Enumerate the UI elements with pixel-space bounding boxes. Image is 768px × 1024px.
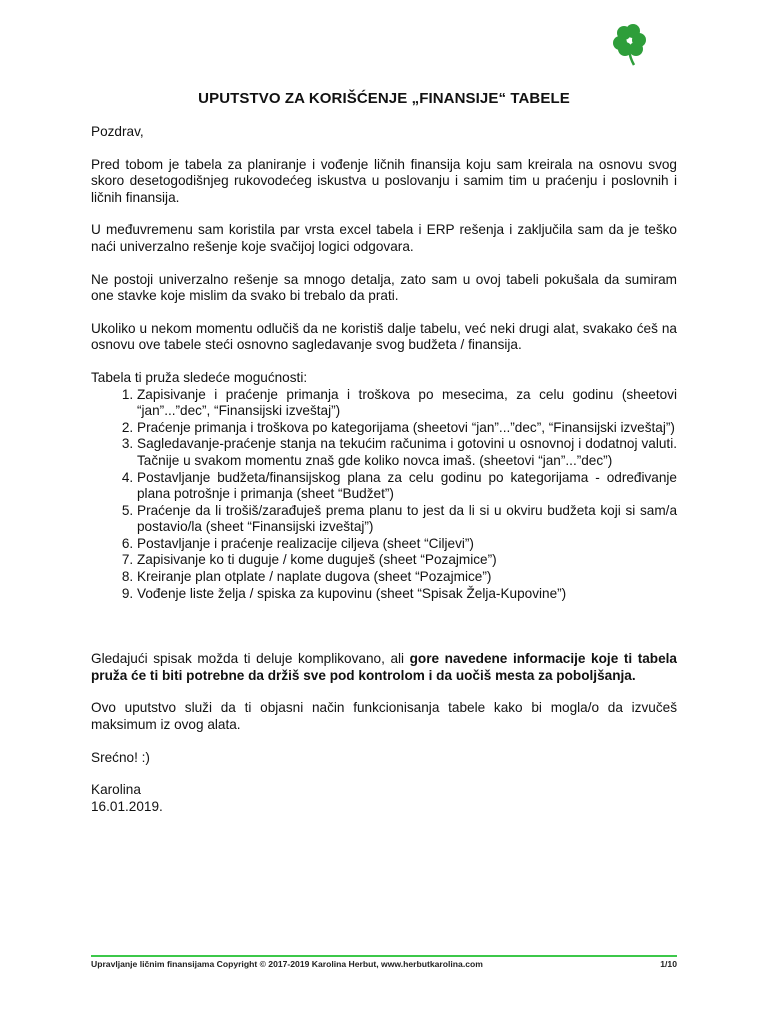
list-item: 6. Postavljanje i praćenje realizacije ciljeva (sheet “Ciljevi”) [137, 536, 677, 553]
signature-date: 16.01.2019. [91, 798, 163, 814]
list-item: 1. Zapisivanje i praćenje primanja i troškova po mesecima, za celu godinu (sheetovi “jan”...”dec”, “Finansijski izveštaj”) [137, 387, 677, 420]
list-item: 8. Kreiranje plan otplate / naplate dugova (sheet “Pozajmice”) [137, 569, 677, 586]
paragraph-closing [91, 651, 677, 684]
list-item: 3. Sagledavanje-praćenje stanja na tekućim računima i gotovini u osnovnoj i dodatnoj valuti. Tačnije u svakom momentu znaš gde koliko novca imaš. (sheetovi “jan”...”dec”) [137, 436, 677, 469]
wish: Srećno! :) [91, 749, 150, 765]
page-number: 1/10 [660, 959, 677, 969]
signature-name: Karolina [91, 782, 141, 798]
footer-divider [91, 955, 677, 957]
list-item: 5. Praćenje da li trošiš/zarađuješ prema planu to jest da li si u okviru budžeta koji si sam/a postavio/la (sheet “Finansijski izveštaj”) [137, 503, 677, 536]
closing-bold: gore navedene informacije koje ti tabela pruža će ti biti potrebne da držiš sve pod kontrolom i da uočiš mesta za poboljšanja. [91, 651, 677, 683]
document-body [91, 124, 677, 831]
feature-list [91, 387, 677, 603]
closing-lead: Gledajući spisak možda ti deluje komplikovano, ali [91, 651, 410, 667]
footer-copyright: Upravljanje ličnim finansijama Copyright © 2017-2019 Karolina Herbut, www.herbutkarolina.com [91, 959, 483, 969]
document-title: UPUTSTVO ZA KORIŠĆENJE „FINANSIJE“ TABELE [198, 90, 570, 107]
list-item: 2. Praćenje primanja i troškova po kategorijama (sheetovi “jan”...”dec”, “Finansijski izveštaj”) [137, 420, 677, 437]
paragraph-purpose: Ovo uputstvo služi da ti objasni način funkcionisanja tabele kako bi mogla/o da izvučeš maksimum iz ovog alata. [91, 700, 677, 733]
list-item: 9. Vođenje liste želja / spiska za kupovinu (sheet “Spisak Želja-Kupovine”) [137, 586, 677, 603]
paragraph-intro: Pred tobom je tabela za planiranje i vođenje ličnih finansija koju sam kreirala na osnovu svog skoro desetogodišnjeg rukovodećeg iskustva u poslovanju i samim tim u praćenju i poslovnih i ličnih finansija. [91, 156, 677, 205]
paragraph-summary: Ne postoji univerzalno rešenje sa mnogo detalja, zato sam u ovoj tabeli pokušala da sumiram one stavke koje mislim da svako bi trebalo da prati. [91, 271, 677, 304]
list-item: 4. Postavljanje budžeta/finansijskog plana za celu godinu po kategorijama - određivanje plana potrošnje i primanja (sheet “Budžet”) [137, 470, 677, 503]
four-leaf-clover-icon [610, 22, 650, 66]
page-footer [91, 959, 677, 969]
list-item: 7. Zapisivanje ko ti duguje / kome duguješ (sheet “Pozajmice”) [137, 552, 677, 569]
paragraph-alternative: Ukoliko u nekom momentu odlučiš da ne koristiš dalje tabelu, već neki drugi alat, svakako ćeš na osnovu ove tabele steći osnovno sagledavanje svog budžeta / finansija. [91, 320, 677, 353]
greeting: Pozdrav, [91, 124, 144, 139]
paragraph-experience: U međuvremenu sam koristila par vrsta excel tabela i ERP rešenja i zaključila sam da je teško naći univerzalno rešenje koje svačijoj logici odgovara. [91, 222, 677, 254]
list-intro: Tabela ti pruža sledeće mogućnosti: [91, 369, 308, 385]
